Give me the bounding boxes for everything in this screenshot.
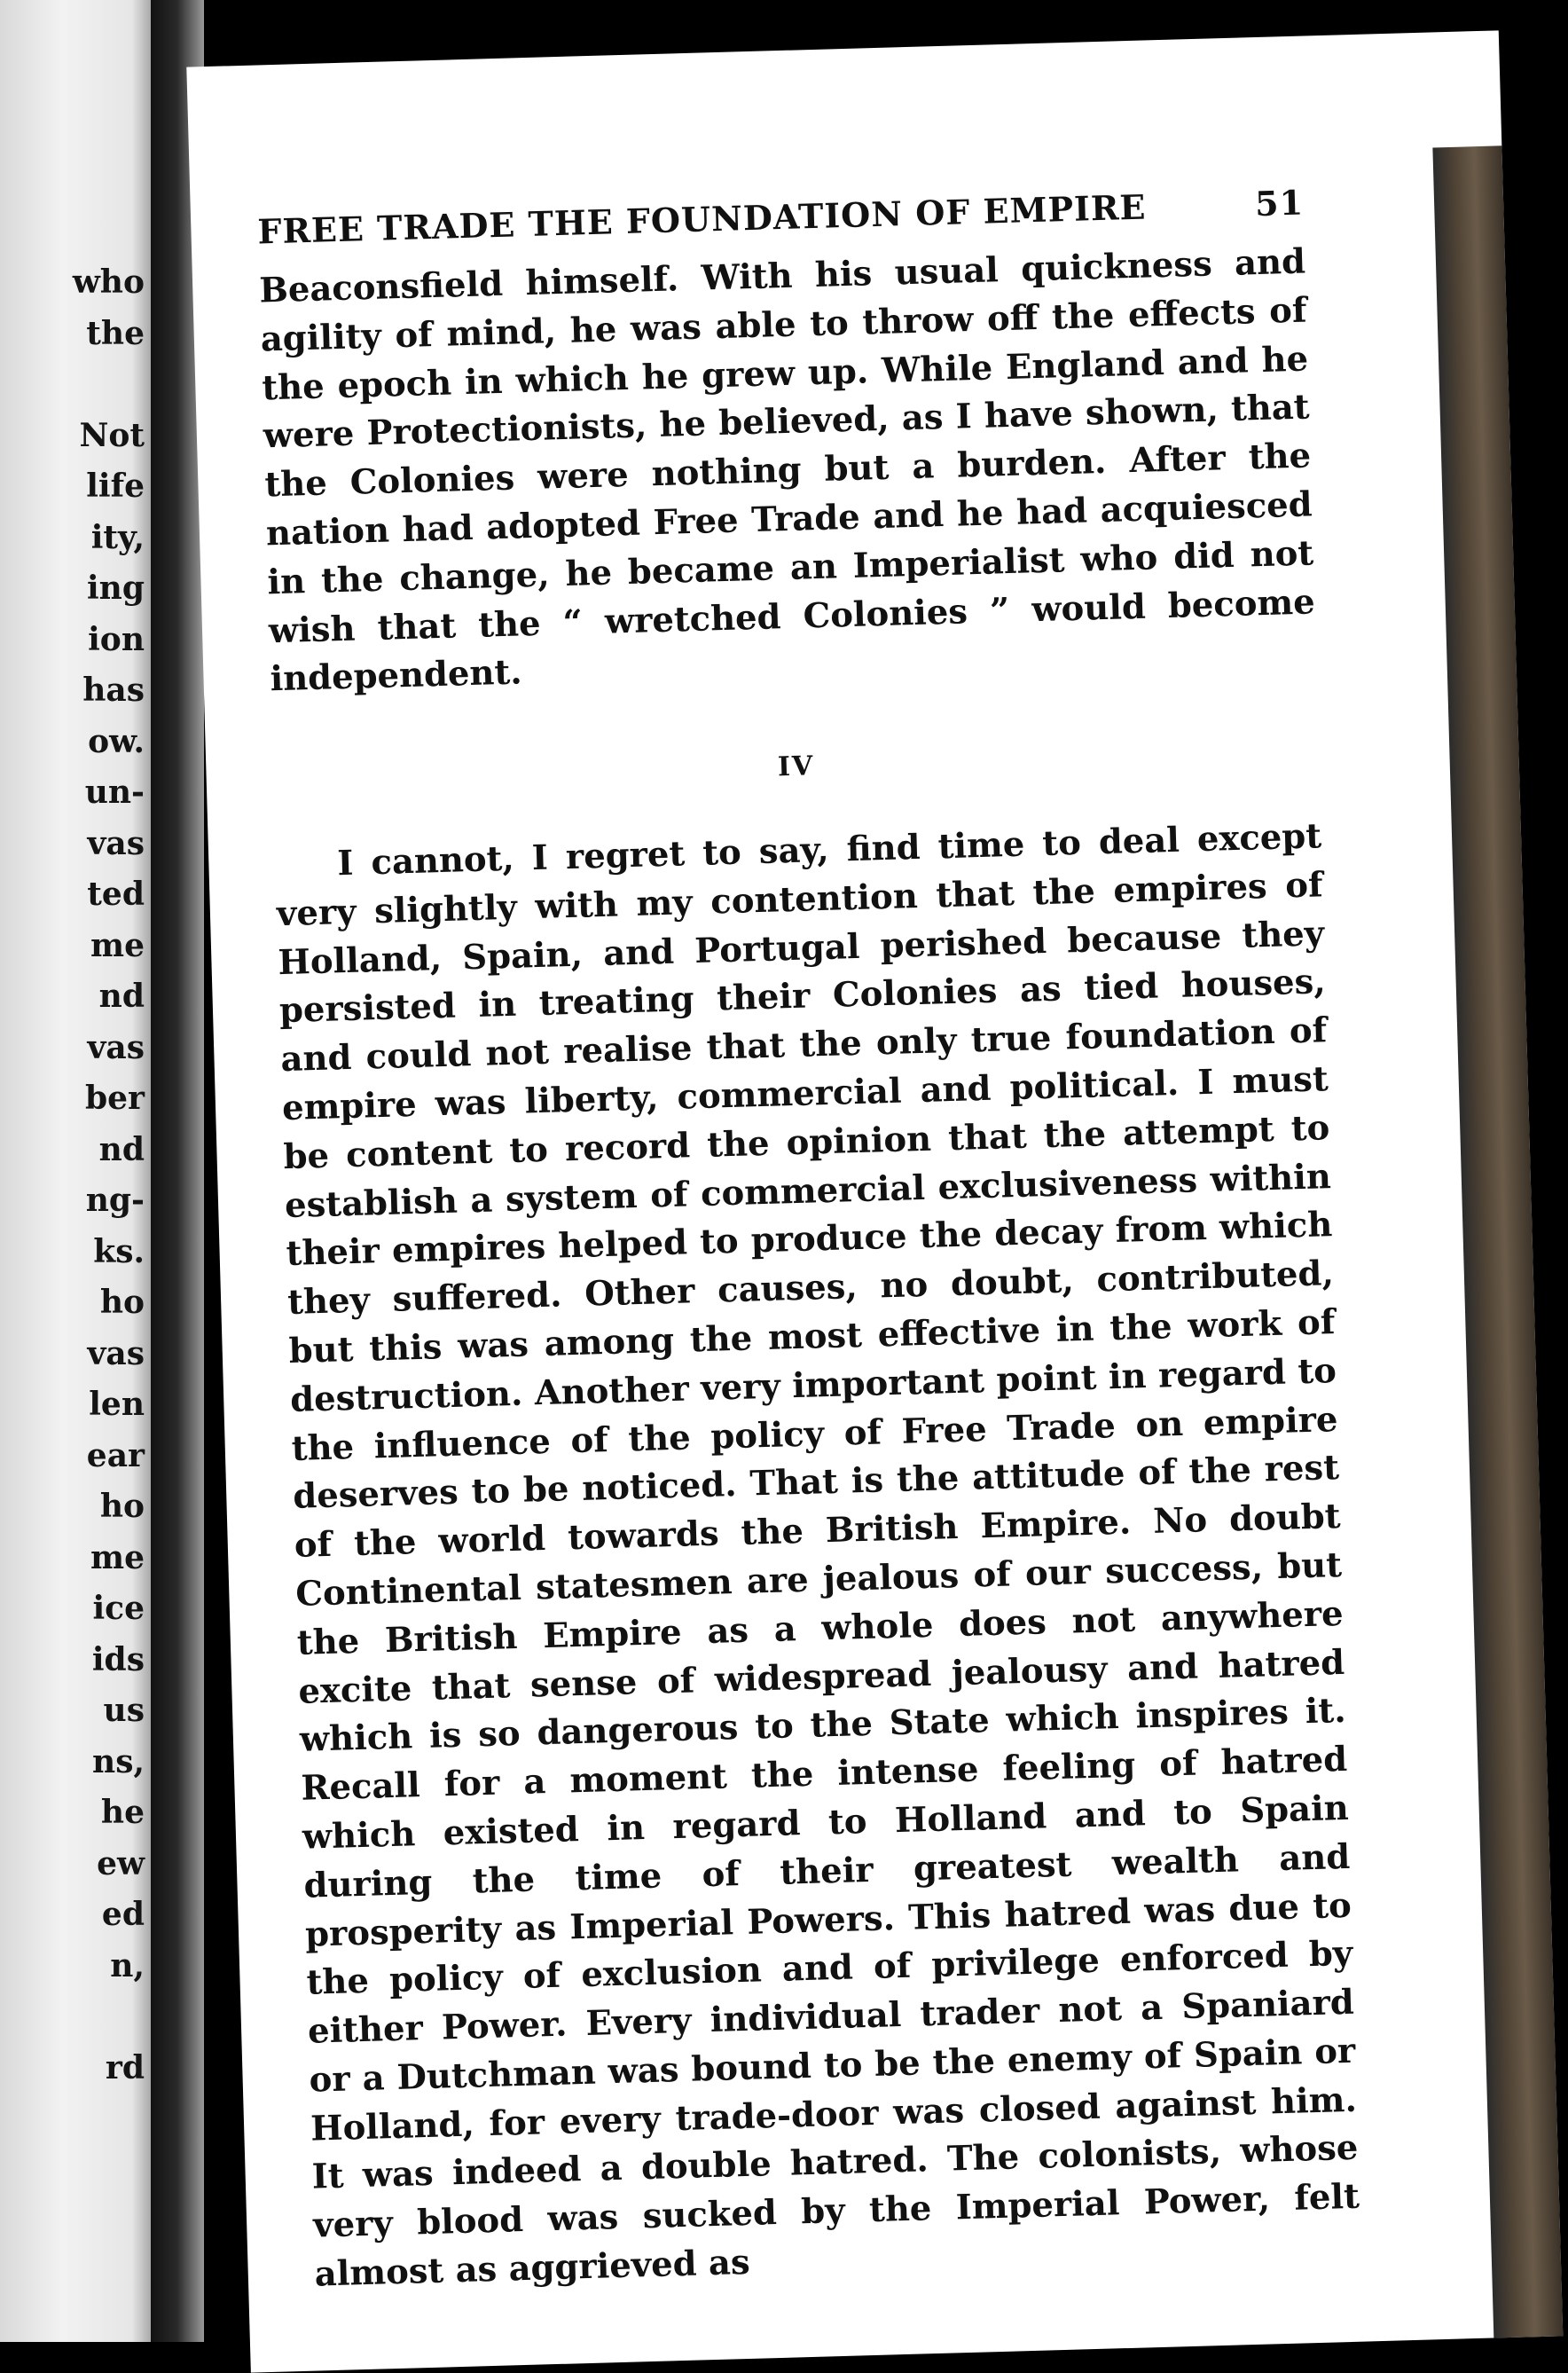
left-fragment-line: ho <box>99 1284 145 1321</box>
left-fragment-line: he <box>100 1794 145 1831</box>
page-number: 51 <box>1254 182 1305 224</box>
left-fragment-line: ity, <box>90 518 145 556</box>
left-fragment-line <box>0 359 155 411</box>
page-edge <box>1432 145 1563 2338</box>
left-fragment-line: me <box>90 1538 145 1576</box>
paragraph-1: Beaconsfield himself. With his usual quickness and agility of mind, he was able to throw off the effects of the epoch in which he grew up. While England and he were Protectionists, he believed, as I have shown, that the Colonies were nothing but a burden. After the nation had adopted Free Trade and he had acquiesced in the change, he became an Imperialist who did not wish that the “ wretched Colonies ” would become independent. <box>258 241 1316 700</box>
running-head-title: FREE TRADE THE FOUNDATION OF EMPIRE <box>256 186 1147 252</box>
left-fragment-line: us <box>103 1692 145 1729</box>
left-fragment-line: vas <box>87 1334 145 1372</box>
left-fragment-line: ks. <box>93 1232 145 1270</box>
left-fragment-line: ho <box>99 1488 145 1525</box>
left-fragment-line: me <box>90 926 145 964</box>
left-fragment-line: ice <box>92 1590 145 1627</box>
paragraph-2: I cannot, I regret to say, find time to deal except very slightly with my contention that the empires of Holland, Spain, and Portugal perished because they persisted in treating their Colonies as tied houses, and could not realise that the only true foundation of empire was liberty, commercial and political. I must be content to record the opinion that the attempt to establish a system of commercial exclusiveness within their empires helped to produce the decay from which they suffered. Other causes, no doubt, contributed, but this was among the most effective in the work of destruction. Another very important point in regard to the influence of the policy of Free Trade on empire deserves to be noticed. That is the attitude of the rest of the world towards the British Empire. No doubt Continental statesmen are jealous of our success, but the British Empire as a whole does not anywhere excite that sense of widespread jealousy and hatred which is so dangerous to the State which inspires it. Recall for a moment the intense feeling of hatred which existed in regard to Holland and to Spain during the time of their greatest wealth and prosperity as Imperial Powers. This hatred was due to the policy of exclusion and of privilege enforced by either Power. Every individual trader not a Spaniard or a Dutchman was bound to be the enemy of Spain or Holland, for every trade-door was closed against him. It was indeed a double hatred. The colonists, whose very blood was sucked by the Imperial Power, felt almost as aggrieved as <box>276 816 1360 2295</box>
left-fragment-line: ing <box>86 570 145 607</box>
left-fragment-line: ns, <box>92 1742 145 1780</box>
left-fragment-line: ted <box>87 876 145 913</box>
left-fragment-line: n, <box>110 1946 145 1984</box>
left-fragment-line: Not <box>79 416 145 454</box>
left-fragment-line <box>0 1992 155 2043</box>
left-fragment-line: who <box>72 263 145 301</box>
left-fragment-line: ids <box>91 1640 145 1678</box>
left-page-line-fragments <box>0 257 155 2094</box>
left-fragment-line: vas <box>87 1028 145 1066</box>
left-fragment-line: ng- <box>85 1182 145 1219</box>
left-fragment-line: ed <box>101 1896 145 1933</box>
left-fragment-line: has <box>82 672 145 709</box>
left-page-fragment <box>0 0 155 2342</box>
left-fragment-line: life <box>86 468 145 505</box>
right-page <box>186 30 1563 2372</box>
running-head <box>257 183 1305 252</box>
left-fragment-line: vas <box>87 824 145 862</box>
left-fragment-line: the <box>86 314 145 352</box>
left-fragment-line: ow. <box>88 722 145 760</box>
body-text <box>259 239 1362 2300</box>
left-fragment-line: ear <box>86 1436 145 1474</box>
left-fragment-line: nd <box>98 1130 145 1168</box>
left-fragment-line: rd <box>105 2048 145 2086</box>
section-numeral: IV <box>777 750 815 783</box>
left-fragment-line: ber <box>84 1080 145 1117</box>
left-fragment-line: un- <box>84 774 145 811</box>
left-fragment-line: ion <box>88 620 145 658</box>
left-fragment-line: nd <box>98 978 145 1015</box>
left-fragment-line: ew <box>97 1844 145 1882</box>
left-fragment-line: len <box>89 1386 145 1423</box>
